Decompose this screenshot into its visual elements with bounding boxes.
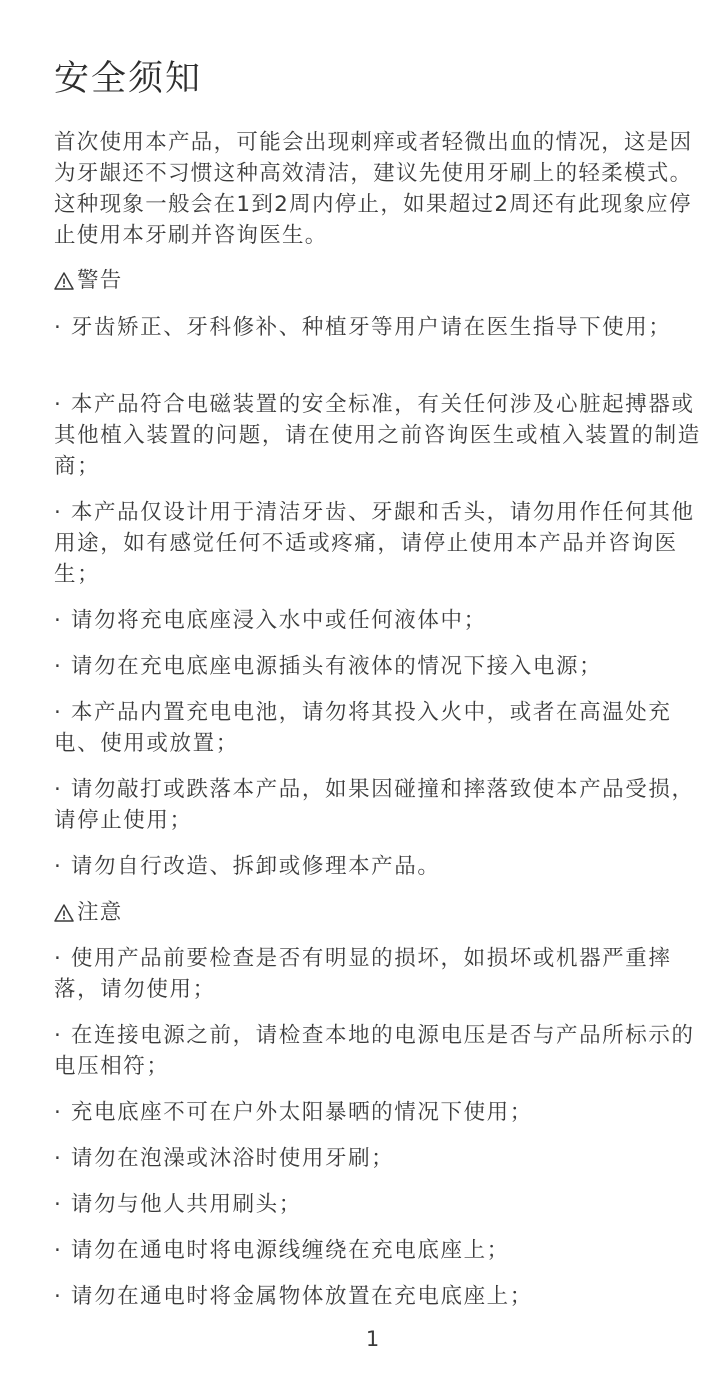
caution-item: · 使用产品前要检查是否有明显的损坏，如损坏或机器严重摔落，请勿使用；: [54, 946, 672, 1002]
warning-heading-label: 警告: [77, 268, 123, 293]
warning-icon: [54, 903, 74, 923]
warning-item: · 本产品仅设计用于清洁牙齿、牙龈和舌头，请勿用作任何其他用途，如有感觉任何不适或疼痛，请停止使用本产品并咨询医生；: [54, 500, 695, 587]
warning-item: · 本产品内置充电电池，请勿将其投入火中，或者在高温处充电、使用或放置；: [54, 700, 672, 756]
caution-item: · 请勿在泡澡或沐浴时使用牙刷；: [54, 1146, 395, 1171]
caution-item: · 在连接电源之前，请检查本地的电源电压是否与产品所标示的电压相符；: [54, 1023, 695, 1079]
caution-item: · 请勿在通电时将金属物体放置在充电底座上；: [54, 1284, 533, 1309]
warning-icon: [54, 271, 74, 291]
caution-item: · 请勿在通电时将电源线缠绕在充电底座上；: [54, 1238, 510, 1263]
caution-heading-label: 注意: [77, 900, 123, 925]
warning-item: · 请勿敲打或跌落本产品，如果因碰撞和摔落致使本产品受损，请停止使用；: [54, 777, 695, 833]
caution-heading: [54, 897, 123, 928]
caution-item: · 请勿与他人共用刷头；: [54, 1192, 302, 1217]
caution-item: · 充电底座不可在户外太阳暴晒的情况下使用；: [54, 1100, 533, 1125]
page-number: 1: [365, 1327, 380, 1351]
warning-item: · 牙齿矫正、牙科修补、种植牙等用户请在医生指导下使用；: [54, 315, 672, 340]
warning-item: · 本产品符合电磁装置的安全标准，有关任何涉及心脏起搏器或其他植入装置的问题，请在使用之前咨询医生或植入装置的制造商；: [54, 392, 701, 479]
page-title: 安全须知: [54, 59, 203, 99]
warning-heading: [54, 265, 123, 296]
warning-item: · 请勿将充电底座浸入水中或任何液体中；: [54, 608, 487, 633]
intro-paragraph: 首次使用本产品，可能会出现刺痒或者轻微出血的情况，这是因为牙龈还不习惯这种高效清洁，建议先使用牙刷上的轻柔模式。这种现象一般会在1到2周内停止，如果超过2周还有此现象应停止使用本牙刷并咨询医生。: [54, 130, 693, 248]
warning-item: · 请勿在充电底座电源插头有液体的情况下接入电源；: [54, 654, 603, 679]
warning-item: · 请勿自行改造、拆卸或修理本产品。: [54, 854, 441, 879]
